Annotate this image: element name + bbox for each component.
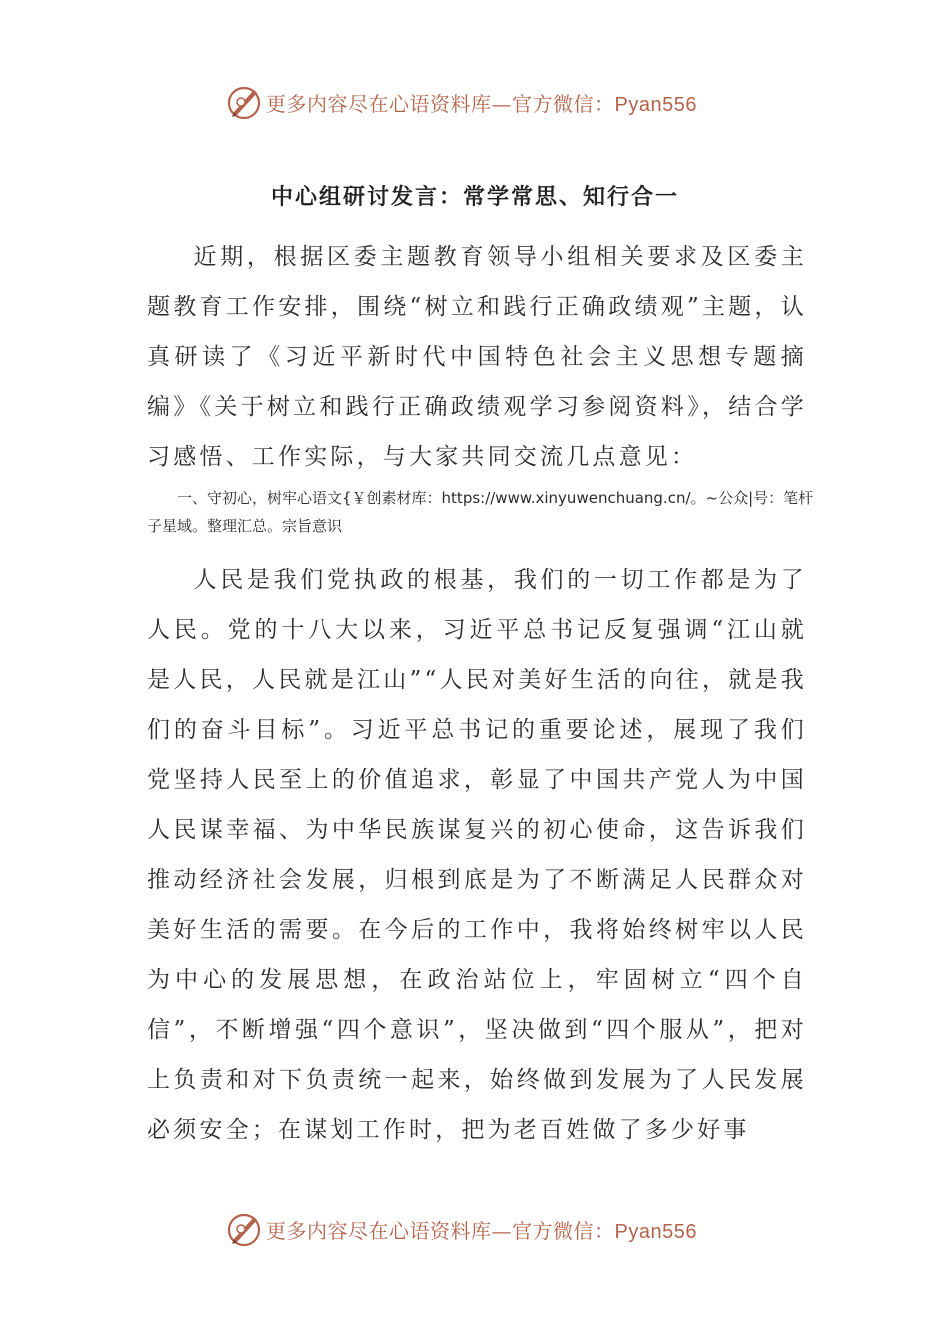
footer-watermark-banner: [0, 1205, 950, 1255]
intro-paragraph: [147, 232, 807, 482]
pen-logo-icon: [224, 82, 264, 122]
banner-main-text: 更多内容尽在心语资料库: [266, 92, 492, 116]
note-text: 一、守初心，树牢心语文{￥创素材库：https://www.xinyuwenchuang.cn/。~公众|号：笔杆子星域。整理汇总。宗旨意识: [147, 489, 814, 535]
section-heading-note: [147, 484, 827, 540]
intro-text: 近期，根据区委主题教育领导小组相关要求及区委主题教育工作安排，围绕“树立和践行正确政绩观”主题，认真研读了《习近平新时代中国特色社会主义思想专题摘编》《关于树立和践行正确政绩观学习参阅资料》，结合学习感悟、工作实际，与大家共同交流几点意见：: [147, 244, 807, 470]
banner-text: [266, 1215, 697, 1244]
pen-logo-icon: [224, 1209, 264, 1249]
banner-wechat-id: Pyan556: [614, 94, 697, 116]
document-title: 中心组研讨发言：常学常思、知行合一: [270, 185, 679, 210]
body-paragraph: [147, 555, 807, 1155]
banner-wechat-label: 官方微信：: [512, 92, 615, 116]
banner-wechat-label: 官方微信：: [512, 1219, 615, 1243]
banner-separator: —: [491, 1219, 512, 1243]
banner-separator: —: [491, 92, 512, 116]
banner-wechat-id: Pyan556: [614, 1221, 697, 1243]
banner-main-text: 更多内容尽在心语资料库: [266, 1219, 492, 1243]
banner-text: [266, 88, 697, 117]
header-watermark-banner: [0, 78, 950, 128]
body-text: 人民是我们党执政的根基，我们的一切工作都是为了人民。党的十八大以来，习近平总书记反复强调“江山就是人民，人民就是江山”“人民对美好生活的向往，就是我们的奋斗目标”。习近平总书记的重要论述，展现了我们党坚持人民至上的价值追求，彰显了中国共产党人为中国人民谋幸福、为中华民族谋复兴的初心使命，这告诉我们推动经济社会发展，归根到底是为了不断满足人民群众对美好生活的需要。在今后的工作中，我将始终树牢以人民为中心的发展思想，在政治站位上，牢固树立“四个自信”，不断增强“四个意识”，坚决做到“四个服从”，把对上负责和对下负责统一起来，始终做到发展为了人民发展必须安全；在谋划工作时，把为老百姓做了多少好事: [147, 567, 807, 1143]
